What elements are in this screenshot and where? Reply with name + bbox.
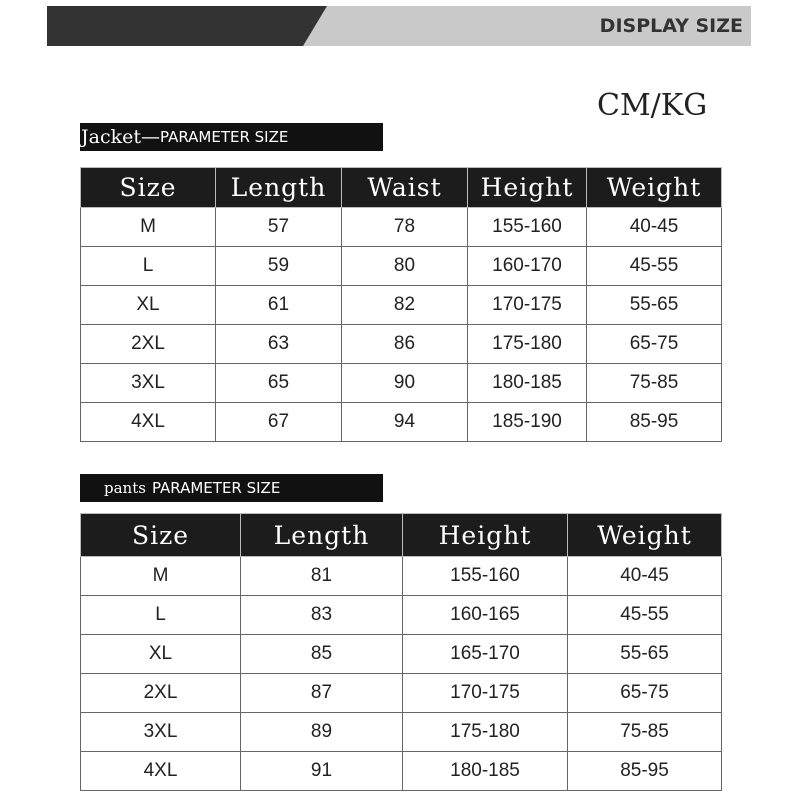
column-header: Weight <box>587 168 722 208</box>
table-cell: 61 <box>216 286 342 325</box>
table-cell: 2XL <box>81 325 216 364</box>
table-cell: 80 <box>342 247 468 286</box>
table-cell: 89 <box>241 713 403 752</box>
table-cell: 3XL <box>81 364 216 403</box>
table-row <box>81 286 722 325</box>
table-cell: 2XL <box>81 674 241 713</box>
table-cell: L <box>81 596 241 635</box>
table-cell: 87 <box>241 674 403 713</box>
table-cell: 85-95 <box>587 403 722 442</box>
table-cell: 45-55 <box>587 247 722 286</box>
table-header-row <box>81 168 722 208</box>
table-cell: 160-165 <box>403 596 568 635</box>
banner-dark-stripe <box>47 6 303 46</box>
table-cell: 75-85 <box>587 364 722 403</box>
table-cell: 155-160 <box>403 557 568 596</box>
table-row <box>81 713 722 752</box>
table-cell: 180-185 <box>468 364 587 403</box>
table-cell: 40-45 <box>568 557 722 596</box>
table-cell: 55-65 <box>568 635 722 674</box>
column-header: Weight <box>568 514 722 557</box>
table-cell: L <box>81 247 216 286</box>
table-cell: 78 <box>342 208 468 247</box>
column-header: Length <box>241 514 403 557</box>
table-row <box>81 325 722 364</box>
table-row <box>81 596 722 635</box>
column-header: Height <box>403 514 568 557</box>
table-row <box>81 364 722 403</box>
column-header: Size <box>81 514 241 557</box>
table-cell: 65 <box>216 364 342 403</box>
table-cell: 91 <box>241 752 403 791</box>
table-row <box>81 403 722 442</box>
header-banner <box>47 6 751 46</box>
page-title: DISPLAY SIZE <box>599 15 743 37</box>
table-row <box>81 635 722 674</box>
pants-label-prefix: pants <box>104 479 146 497</box>
table-cell: 65-75 <box>587 325 722 364</box>
table-cell: 185-190 <box>468 403 587 442</box>
table-cell: 94 <box>342 403 468 442</box>
table-cell: 83 <box>241 596 403 635</box>
table-cell: 59 <box>216 247 342 286</box>
table-cell: M <box>81 557 241 596</box>
table-cell: 175-180 <box>403 713 568 752</box>
table-row <box>81 557 722 596</box>
column-header: Size <box>81 168 216 208</box>
table-row <box>81 674 722 713</box>
table-cell: 81 <box>241 557 403 596</box>
table-cell: 4XL <box>81 403 216 442</box>
pants-label-suffix: PARAMETER SIZE <box>151 479 281 497</box>
unit-label: CM/KG <box>597 88 708 123</box>
table-cell: 165-170 <box>403 635 568 674</box>
table-cell: 160-170 <box>468 247 587 286</box>
column-header: Height <box>468 168 587 208</box>
table-cell: M <box>81 208 216 247</box>
table-cell: 170-175 <box>403 674 568 713</box>
table-cell: 85-95 <box>568 752 722 791</box>
table-row <box>81 208 722 247</box>
column-header: Length <box>216 168 342 208</box>
table-cell: XL <box>81 286 216 325</box>
table-cell: 85 <box>241 635 403 674</box>
jacket-size-table <box>80 167 722 442</box>
table-cell: 45-55 <box>568 596 722 635</box>
table-cell: 3XL <box>81 713 241 752</box>
table-cell: 65-75 <box>568 674 722 713</box>
table-cell: 155-160 <box>468 208 587 247</box>
pants-section-label <box>80 474 383 502</box>
pants-size-table <box>80 513 722 791</box>
table-cell: XL <box>81 635 241 674</box>
table-cell: 86 <box>342 325 468 364</box>
table-cell: 40-45 <box>587 208 722 247</box>
table-cell: 63 <box>216 325 342 364</box>
table-row <box>81 247 722 286</box>
jacket-section-label <box>80 123 383 151</box>
column-header: Waist <box>342 168 468 208</box>
table-cell: 170-175 <box>468 286 587 325</box>
table-cell: 67 <box>216 403 342 442</box>
table-cell: 4XL <box>81 752 241 791</box>
jacket-label-suffix: PARAMETER SIZE <box>159 128 289 146</box>
table-cell: 82 <box>342 286 468 325</box>
table-cell: 180-185 <box>403 752 568 791</box>
jacket-label-prefix: Jacket— <box>81 126 160 148</box>
table-header-row <box>81 514 722 557</box>
table-cell: 57 <box>216 208 342 247</box>
table-cell: 55-65 <box>587 286 722 325</box>
table-cell: 175-180 <box>468 325 587 364</box>
table-cell: 90 <box>342 364 468 403</box>
table-row <box>81 752 722 791</box>
table-cell: 75-85 <box>568 713 722 752</box>
